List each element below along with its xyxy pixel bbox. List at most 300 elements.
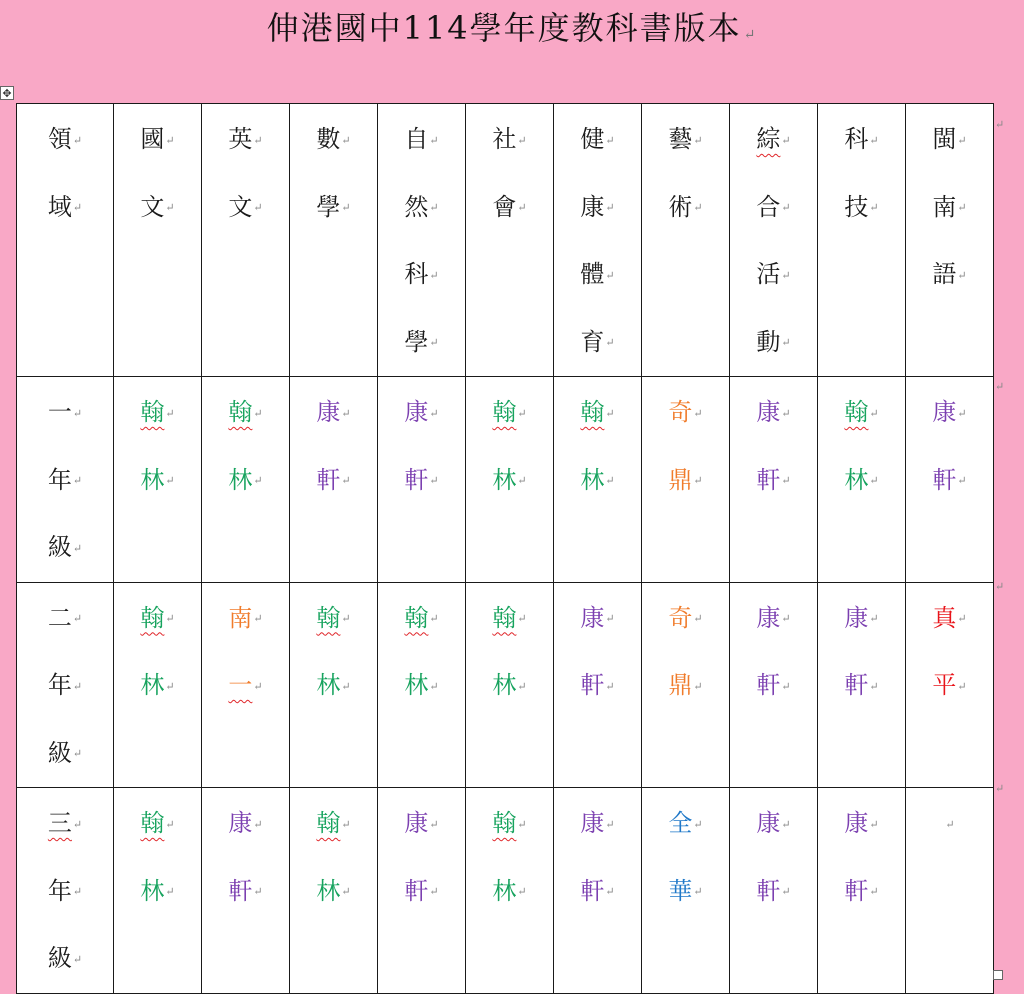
paragraph-mark-icon: ↵ [517,679,527,693]
cell-char-line [554,652,641,720]
paragraph-mark-icon: ↵ [869,201,879,214]
cell-char-line [378,241,465,309]
paragraph-mark-icon: ↵ [72,952,83,966]
cell-end-mark-icon: ↵ [945,817,955,831]
subject-header-cell[interactable] [202,104,290,377]
cell-char: 林 [580,465,605,494]
cell-char: 軒 [316,465,341,494]
cell-char: 翰 [404,603,429,632]
paragraph-mark-icon: ↵ [165,201,175,214]
cell-char-line [17,925,113,993]
cell-char-line [290,447,377,515]
cell-char: 領 [47,125,72,153]
paragraph-mark-icon: ↵ [72,747,83,760]
cell-char-line [730,447,817,515]
cell-char: 林 [316,876,341,905]
domain-label-cell[interactable] [17,104,114,377]
cell-char-line [642,790,729,858]
cell-char: 翰 [228,398,253,426]
publisher-cell[interactable] [202,788,290,994]
paragraph-mark-icon: ↵ [165,817,175,831]
paragraph-mark-icon: ↵ [165,406,175,420]
cell-char: 年 [47,465,72,494]
cell-char: 林 [140,465,165,494]
publisher-cell[interactable] [554,377,642,583]
cell-char: 康 [580,603,605,632]
textbook-table [16,103,994,994]
paragraph-mark-icon: ↵ [72,474,83,487]
paragraph-mark-icon: ↵ [72,817,83,831]
cell-char: 綜 [756,125,781,153]
paragraph-mark-icon: ↵ [869,679,879,693]
cell-char-line [818,790,905,858]
cell-char: 翰 [844,398,869,426]
publisher-cell[interactable] [202,582,290,788]
cell-char-line [17,379,113,447]
grade-label-cell[interactable] [17,788,114,994]
paragraph-mark-icon: ↵ [429,201,439,214]
paragraph-mark-icon: ↵ [869,133,879,147]
cell-char: 英 [228,125,253,153]
cell-char-line [642,858,729,926]
paragraph-mark-icon: ↵ [517,817,527,831]
paragraph-mark-icon: ↵ [743,27,758,43]
cell-char-line [290,790,377,858]
cell-char: 南 [932,192,957,221]
cell-char: 翰 [140,398,165,426]
paragraph-mark-icon: ↵ [429,679,439,693]
table-row [17,377,994,583]
paragraph-mark-icon: ↵ [341,817,351,831]
subject-header-cell[interactable] [818,104,906,377]
publisher-cell[interactable] [730,582,818,788]
cell-char-line [466,174,553,242]
table-move-handle-icon[interactable]: ✥ [0,86,14,100]
cell-char: 合 [756,192,781,221]
grade-label-cell[interactable] [17,377,114,583]
cell-char: 康 [756,398,781,426]
paragraph-mark-icon: ↵ [781,268,791,282]
paragraph-mark-icon: ↵ [253,817,263,831]
cell-char: 國 [140,125,165,153]
cell-char: 藝 [668,125,693,153]
cell-char: 真 [932,603,957,632]
paragraph-mark-icon: ↵ [605,201,615,214]
publisher-cell[interactable] [906,788,994,994]
publisher-cell[interactable] [114,582,202,788]
cell-char-line [17,720,113,788]
cell-char-line [906,106,993,174]
publisher-cell[interactable] [554,788,642,994]
paragraph-mark-icon: ↵ [253,885,263,898]
cell-char-line [17,514,113,582]
cell-char: 健 [580,125,605,153]
paragraph-mark-icon: ↵ [341,885,351,898]
cell-char: 林 [492,671,517,699]
cell-char: 數 [316,125,341,153]
subject-header-cell[interactable] [114,104,202,377]
paragraph-mark-icon: ↵ [72,201,83,214]
paragraph-mark-icon: ↵ [605,474,615,487]
paragraph-mark-icon: ↵ [429,336,439,349]
cell-char-line [466,447,553,515]
cell-char: 林 [492,465,517,494]
cell-char-line [730,652,817,720]
subject-header-cell[interactable] [290,104,378,377]
cell-char-line [730,241,817,309]
paragraph-mark-icon: ↵ [517,406,527,420]
cell-char: 鼎 [668,465,693,494]
cell-char-line [202,585,289,653]
cell-char: 技 [844,192,869,221]
paragraph-mark-icon: ↵ [781,612,791,625]
cell-char: 語 [932,260,957,288]
subject-header-cell[interactable] [730,104,818,377]
cell-char-line [114,585,201,653]
cell-char-line [202,858,289,926]
cell-char-line [730,379,817,447]
cell-char: 翰 [492,809,517,837]
cell-char: 林 [140,671,165,699]
cell-char-line [906,241,993,309]
cell-char-line [114,106,201,174]
publisher-cell[interactable] [290,377,378,583]
cell-char-line [290,106,377,174]
cell-char-line [378,858,465,926]
publisher-cell[interactable] [114,377,202,583]
cell-char-line [554,309,641,377]
cell-char-line [378,379,465,447]
publisher-cell[interactable] [290,788,378,994]
publisher-cell[interactable] [906,377,994,583]
cell-char-line [906,174,993,242]
cell-char: 自 [404,125,429,153]
paragraph-mark-icon: ↵ [605,133,615,147]
publisher-cell[interactable] [642,377,730,583]
publisher-cell[interactable] [642,788,730,994]
publisher-cell[interactable] [642,582,730,788]
cell-char-line [466,379,553,447]
paragraph-mark-icon: ↵ [341,201,351,214]
cell-char-line [554,858,641,926]
cell-char-line [818,652,905,720]
subject-header-cell[interactable] [378,104,466,377]
cell-char: 軒 [580,671,605,699]
paragraph-mark-icon: ↵ [341,406,351,420]
cell-char-line [202,106,289,174]
cell-char: 全 [668,809,693,837]
publisher-cell[interactable] [818,582,906,788]
cell-char: 康 [404,398,429,426]
cell-char-line [554,790,641,858]
paragraph-mark-icon: ↵ [693,885,703,898]
paragraph-mark-icon: ↵ [517,133,527,147]
paragraph-mark-icon: ↵ [693,133,703,147]
cell-char-line [906,585,993,653]
table-body [17,104,994,994]
cell-char: 二 [47,603,72,632]
cell-char: 級 [47,533,72,561]
cell-char-line [290,174,377,242]
cell-char: 軒 [756,465,781,494]
publisher-cell[interactable] [378,582,466,788]
cell-char: 域 [47,192,72,221]
publisher-cell[interactable] [818,788,906,994]
cell-char-line [818,585,905,653]
cell-char-line [290,652,377,720]
cell-char-line [642,379,729,447]
paragraph-mark-icon: ↵ [72,679,83,693]
cell-char: 翰 [140,809,165,837]
cell-char-line [818,447,905,515]
row-end-mark-icon: ↵ [995,580,1005,593]
paragraph-mark-icon: ↵ [605,406,615,420]
paragraph-mark-icon: ↵ [517,885,527,898]
subject-header-cell[interactable] [466,104,554,377]
cell-char-line [378,309,465,377]
row-end-mark-icon: ↵ [995,782,1005,795]
paragraph-mark-icon: ↵ [957,612,967,625]
cell-char-line [906,379,993,447]
cell-char-line [17,585,113,653]
cell-char-line [554,585,641,653]
cell-char: 翰 [316,809,341,837]
publisher-cell[interactable] [114,788,202,994]
publisher-cell[interactable] [378,377,466,583]
cell-char: 學 [316,192,341,221]
paragraph-mark-icon: ↵ [869,612,879,625]
cell-char: 平 [932,671,957,699]
paragraph-mark-icon: ↵ [957,406,967,420]
document-title [0,6,1024,57]
paragraph-mark-icon: ↵ [165,885,175,898]
paragraph-mark-icon: ↵ [957,201,967,214]
cell-char: 會 [492,192,517,221]
table-row [17,582,994,788]
grade-label-cell[interactable] [17,582,114,788]
paragraph-mark-icon: ↵ [253,474,263,487]
paragraph-mark-icon: ↵ [781,406,791,420]
cell-char-line [730,585,817,653]
paragraph-mark-icon: ↵ [72,406,83,420]
paragraph-mark-icon: ↵ [957,268,967,282]
paragraph-mark-icon: ↵ [781,817,791,831]
paragraph-mark-icon: ↵ [253,133,263,147]
cell-char: 文 [140,192,165,221]
publisher-cell[interactable] [290,582,378,788]
cell-char-line [17,174,113,242]
cell-char: 動 [756,327,781,356]
cell-char: 軒 [756,876,781,905]
cell-char-line [642,174,729,242]
cell-char-line [114,652,201,720]
cell-char-line [290,858,377,926]
paragraph-mark-icon: ↵ [165,133,175,147]
cell-char-line [378,447,465,515]
cell-char: 一 [47,398,72,426]
paragraph-mark-icon: ↵ [957,679,967,693]
cell-char-line [818,379,905,447]
paragraph-mark-icon: ↵ [517,612,527,625]
cell-char: 然 [404,192,429,221]
cell-char-line [730,174,817,242]
publisher-cell[interactable] [906,582,994,788]
cell-char-line [202,652,289,720]
cell-char: 文 [228,192,253,221]
cell-char: 閩 [932,125,957,153]
cell-char-line [290,585,377,653]
paragraph-mark-icon: ↵ [869,885,879,898]
cell-char: 林 [404,671,429,699]
paragraph-mark-icon: ↵ [869,817,879,831]
publisher-cell[interactable] [466,788,554,994]
cell-char: 術 [668,192,693,221]
cell-char: 活 [756,260,781,288]
subject-header-cell[interactable] [554,104,642,377]
cell-char: 翰 [492,398,517,426]
cell-char-line [466,106,553,174]
row-end-mark-icon: ↵ [995,118,1005,131]
cell-char-line [554,174,641,242]
cell-char-line [730,309,817,377]
cell-char-line [378,652,465,720]
cell-char-line [818,106,905,174]
cell-char: 康 [756,603,781,632]
cell-char-line [17,858,113,926]
cell-char: 奇 [668,398,693,426]
cell-char: 康 [404,809,429,837]
cell-char: 林 [228,465,253,494]
cell-char: 翰 [492,603,517,632]
paragraph-mark-icon: ↵ [693,817,703,831]
cell-char: 軒 [228,876,253,905]
cell-char: 康 [844,603,869,632]
cell-char-line [730,106,817,174]
paragraph-mark-icon: ↵ [429,133,439,147]
cell-char: 林 [492,876,517,905]
publisher-cell[interactable] [730,377,818,583]
paragraph-mark-icon: ↵ [605,817,615,831]
paragraph-mark-icon: ↵ [693,679,703,693]
cell-char: 林 [316,671,341,699]
cell-char-line [730,790,817,858]
cell-char: 軒 [932,465,957,494]
cell-char-line [906,447,993,515]
cell-char: 康 [580,809,605,837]
title-text: 伸港國中114學年度教科書版本 [266,9,742,47]
cell-char-line [466,652,553,720]
cell-char: 翰 [140,603,165,632]
header-row [17,104,994,377]
paragraph-mark-icon: ↵ [429,885,439,898]
cell-char-line [202,379,289,447]
cell-char: 科 [844,125,869,153]
paragraph-mark-icon: ↵ [72,885,83,898]
cell-char-line [17,447,113,515]
publisher-cell[interactable] [202,377,290,583]
cell-char-line [554,241,641,309]
publisher-cell[interactable] [378,788,466,994]
paragraph-mark-icon: ↵ [781,885,791,898]
paragraph-mark-icon: ↵ [429,268,439,282]
paragraph-mark-icon: ↵ [605,885,615,898]
publisher-cell[interactable] [554,582,642,788]
cell-char-line [17,652,113,720]
publisher-cell[interactable] [466,582,554,788]
paragraph-mark-icon: ↵ [165,474,175,487]
cell-char: 康 [756,809,781,837]
paragraph-mark-icon: ↵ [253,612,263,625]
paragraph-mark-icon: ↵ [869,474,879,487]
paragraph-mark-icon: ↵ [781,679,791,693]
cell-char: 康 [844,809,869,837]
paragraph-mark-icon: ↵ [693,474,703,487]
cell-char-line [202,790,289,858]
cell-char: 軒 [844,671,869,699]
cell-char: 年 [47,671,72,699]
paragraph-mark-icon: ↵ [341,612,351,625]
paragraph-mark-icon: ↵ [72,133,83,147]
cell-char-line [466,585,553,653]
subject-header-cell[interactable] [642,104,730,377]
paragraph-mark-icon: ↵ [605,268,615,282]
cell-char-line [114,174,201,242]
cell-char-line [378,585,465,653]
cell-char: 鼎 [668,671,693,699]
cell-char: 康 [580,192,605,221]
cell-char-line [642,106,729,174]
cell-char: 華 [668,876,693,905]
paragraph-mark-icon: ↵ [693,201,703,214]
cell-char-line [378,106,465,174]
cell-char: 年 [47,876,72,905]
cell-char-line [554,106,641,174]
table-resize-handle-icon[interactable] [993,970,1003,980]
cell-char-line [290,379,377,447]
cell-char-line [642,652,729,720]
paragraph-mark-icon: ↵ [957,474,967,487]
cell-char: 軒 [844,876,869,905]
paragraph-mark-icon: ↵ [781,201,791,214]
cell-char: 軒 [404,465,429,494]
paragraph-mark-icon: ↵ [253,679,263,693]
cell-char-line [17,790,113,858]
cell-char: 軒 [756,671,781,699]
cell-char: 學 [404,327,429,356]
cell-char: 育 [580,327,605,356]
paragraph-mark-icon: ↵ [429,406,439,420]
paragraph-mark-icon: ↵ [693,406,703,420]
publisher-cell[interactable] [466,377,554,583]
paragraph-mark-icon: ↵ [605,336,615,349]
cell-char: 一 [228,671,253,699]
publisher-cell[interactable] [818,377,906,583]
cell-char: 體 [580,260,605,288]
cell-char-line [17,106,113,174]
cell-char-line [642,447,729,515]
paragraph-mark-icon: ↵ [341,474,351,487]
subject-header-cell[interactable] [906,104,994,377]
cell-char-line [818,858,905,926]
paragraph-mark-icon: ↵ [429,474,439,487]
cell-char-line [114,379,201,447]
cell-char-line [202,447,289,515]
cell-char-line [114,790,201,858]
cell-char-line [730,858,817,926]
paragraph-mark-icon: ↵ [957,133,967,147]
cell-char: 軒 [404,876,429,905]
publisher-cell[interactable] [730,788,818,994]
